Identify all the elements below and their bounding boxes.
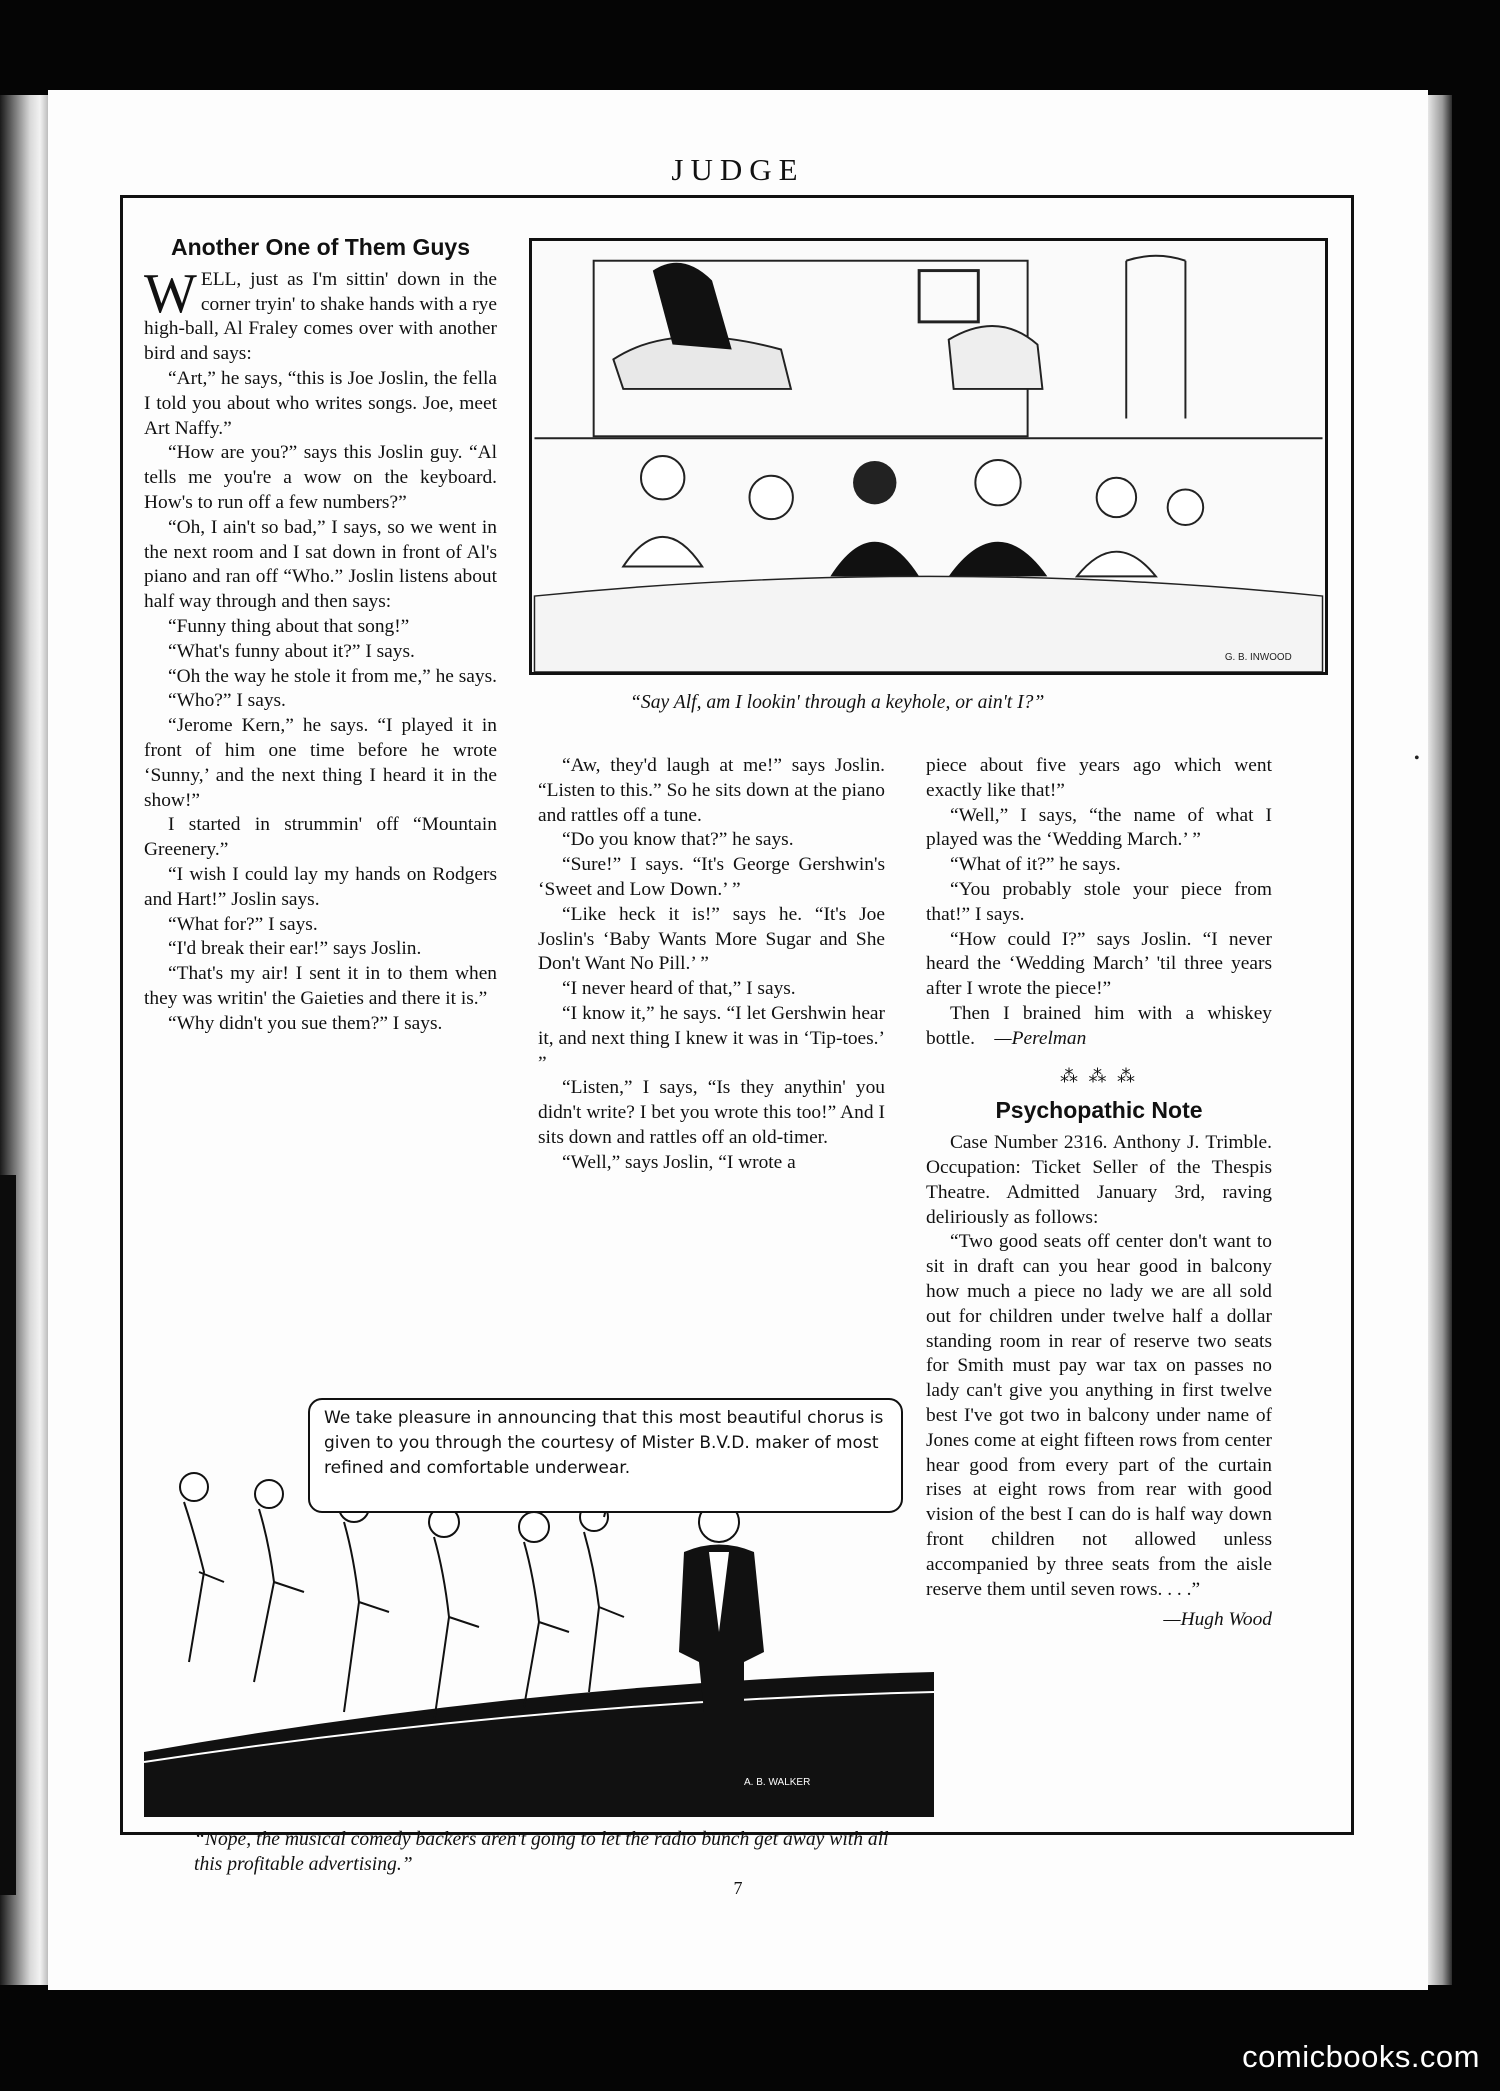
article-paragraph: I started in strummin' off “Mountain Greenery.” [144, 814, 497, 861]
article-paragraph: “Well,” I says, “the name of what I played was the ‘Wedding March.’ ” [926, 804, 1272, 851]
article-column-2 [538, 754, 885, 1176]
article-paragraph: “I wish I could lay my hands on Rodgers and Hart!” Joslin says. [144, 863, 497, 910]
article-paragraph: “Why didn't you sue them?” I says. [168, 1012, 443, 1034]
masthead: JUDGE [671, 152, 805, 187]
article-paragraph: “That's my air! I sent it in to them when they was writin' the Gaieties and there it is.” [144, 963, 497, 1009]
article-title: Another One of Them Guys [170, 234, 471, 260]
article-paragraph: “Like heck it is!” says he. “It's Joe Joslin's ‘Baby Wants More Sugar and She Don't Want No Pill.’ ” [538, 903, 885, 975]
article-paragraph: “Aw, they'd laugh at me!” says Joslin. “Listen to this.” So he sits down at the piano and rattles off a tune. [538, 755, 885, 826]
article-paragraph: “How could I?” says Joslin. “I never heard the ‘Wedding March’ 'til three years after I wrote the piece!” [926, 928, 1272, 1000]
article-paragraph: “How are you?” says this Joslin guy. “Al tells me you're a wow on the keyboard. How's to run off a few numbers?” [144, 442, 497, 513]
cartoon-caption: “Say Alf, am I lookin' through a keyhole, or ain't I?” [630, 692, 1045, 713]
artist-signature: G. B. INWOOD [1224, 652, 1292, 664]
article-paragraph: “Oh, I ain't so bad,” I says, so we went in the next room and I sat down in front of Al's piano and ran off “Who.” Joslin listens about half way through and then says: [144, 516, 497, 613]
site-watermark: comicbooks.com [1242, 2039, 1480, 2074]
theater-cartoon-illustration [529, 238, 1328, 675]
article-title: Psychopathic Note [995, 1097, 1203, 1124]
article-paragraph: “Art,” he says, “this is Joe Joslin, the fella I told you about who writes songs. Joe, meet Art Naffy.” [144, 367, 497, 439]
drop-cap: W [144, 262, 197, 325]
article-paragraph: “What of it?” he says. [950, 854, 1121, 876]
article-paragraph: Case Number 2316. Anthony J. Trimble. Occupation: Ticket Seller of the Thespis Theatre. Admitted January 3rd, raving deliriously as follows: [926, 1132, 1272, 1228]
article-paragraph: “Well,” says Joslin, “I wrote a [562, 1151, 796, 1173]
article-paragraph: “Listen,” I says, “Is they anythin' you didn't write? I bet you wrote this too!” And I sits down and rattles off an old-timer. [538, 1077, 885, 1148]
article-paragraph: Then I brained him with a whiskey bottle. —Perelman [926, 1002, 1272, 1049]
article-paragraph: “I'd break their ear!” says Joslin. [168, 938, 422, 960]
article-paragraph: “Oh the way he stole it from me,” he says. [168, 665, 498, 687]
speech-balloon: We take pleasure in announcing that this most beautiful chorus is given to you through the courtesy of Mister B.V.D. maker of most refined and comfortable underwear. [308, 1398, 903, 1513]
article-paragraph: “Do you know that?” he says. [562, 829, 794, 851]
article-column-1 [144, 235, 497, 1037]
page-number: 7 [733, 1878, 743, 1898]
article-paragraph: “You probably stole your piece from that!” I says. [926, 878, 1272, 925]
magazine-page [48, 90, 1428, 1990]
article-column-3 [926, 754, 1272, 1633]
article-paragraph: “Jerome Kern,” he says. “I played it in front of him one time before he wrote ‘Sunny,’ and the next thing I heard it in the show!” [144, 715, 497, 811]
article-paragraph: WELL, just as I'm sittin' down in the corner tryin' to shake hands with a rye high-ball, Al Fraley comes over with another bird and says: [144, 262, 497, 365]
article-paragraph: “I know it,” he says. “I let Gershwin hear it, and next thing I knew it was in ‘Tip-toes.’ ” [538, 1002, 885, 1074]
margin-mark: • [1414, 750, 1420, 767]
article-byline: —Hugh Wood [1163, 1609, 1272, 1631]
article-byline: —Perelman [994, 1027, 1087, 1049]
cartoon-caption: “Nope, the musical comedy backers aren't going to let the radio bunch get away with all this profitable advertising.” [194, 1829, 889, 1875]
article-paragraph: “What's funny about it?” I says. [168, 640, 415, 662]
article-paragraph: “Who?” I says. [168, 690, 286, 712]
section-ornament: ⁂ ⁂ ⁂ [1060, 1065, 1138, 1086]
article-paragraph: “What for?” I says. [168, 913, 318, 935]
book-spine-edge [0, 95, 48, 1985]
page-right-edge [1428, 95, 1452, 1985]
article-paragraph: “Two good seats off center don't want to sit in draft can you hear good in balcony how much a piece no lady we are all sold out for children under twelve half a dollar standing room in rear of reserve two seats for Smith must pay war tax on passes no lady can't give you anything in first twelve best I've got two in balcony under name of Jones come at eight fifteen rows from center hear good from every part of the curtain rises at eight rows from rear with good vision of the best I can do is half way down front children not allowed unless accompanied by three seats from the aisle reserve them until seven rows. . . .” [926, 1231, 1272, 1600]
article-paragraph: piece about five years ago which went exactly like that!” [926, 755, 1272, 801]
article-paragraph: “I never heard of that,” I says. [562, 978, 796, 1000]
article-paragraph: “Funny thing about that song!” [168, 615, 410, 637]
article-paragraph: “Sure!” I says. “It's George Gershwin's ‘Sweet and Low Down.’ ” [538, 854, 885, 900]
artist-signature: A. B. WALKER [744, 1777, 811, 1788]
